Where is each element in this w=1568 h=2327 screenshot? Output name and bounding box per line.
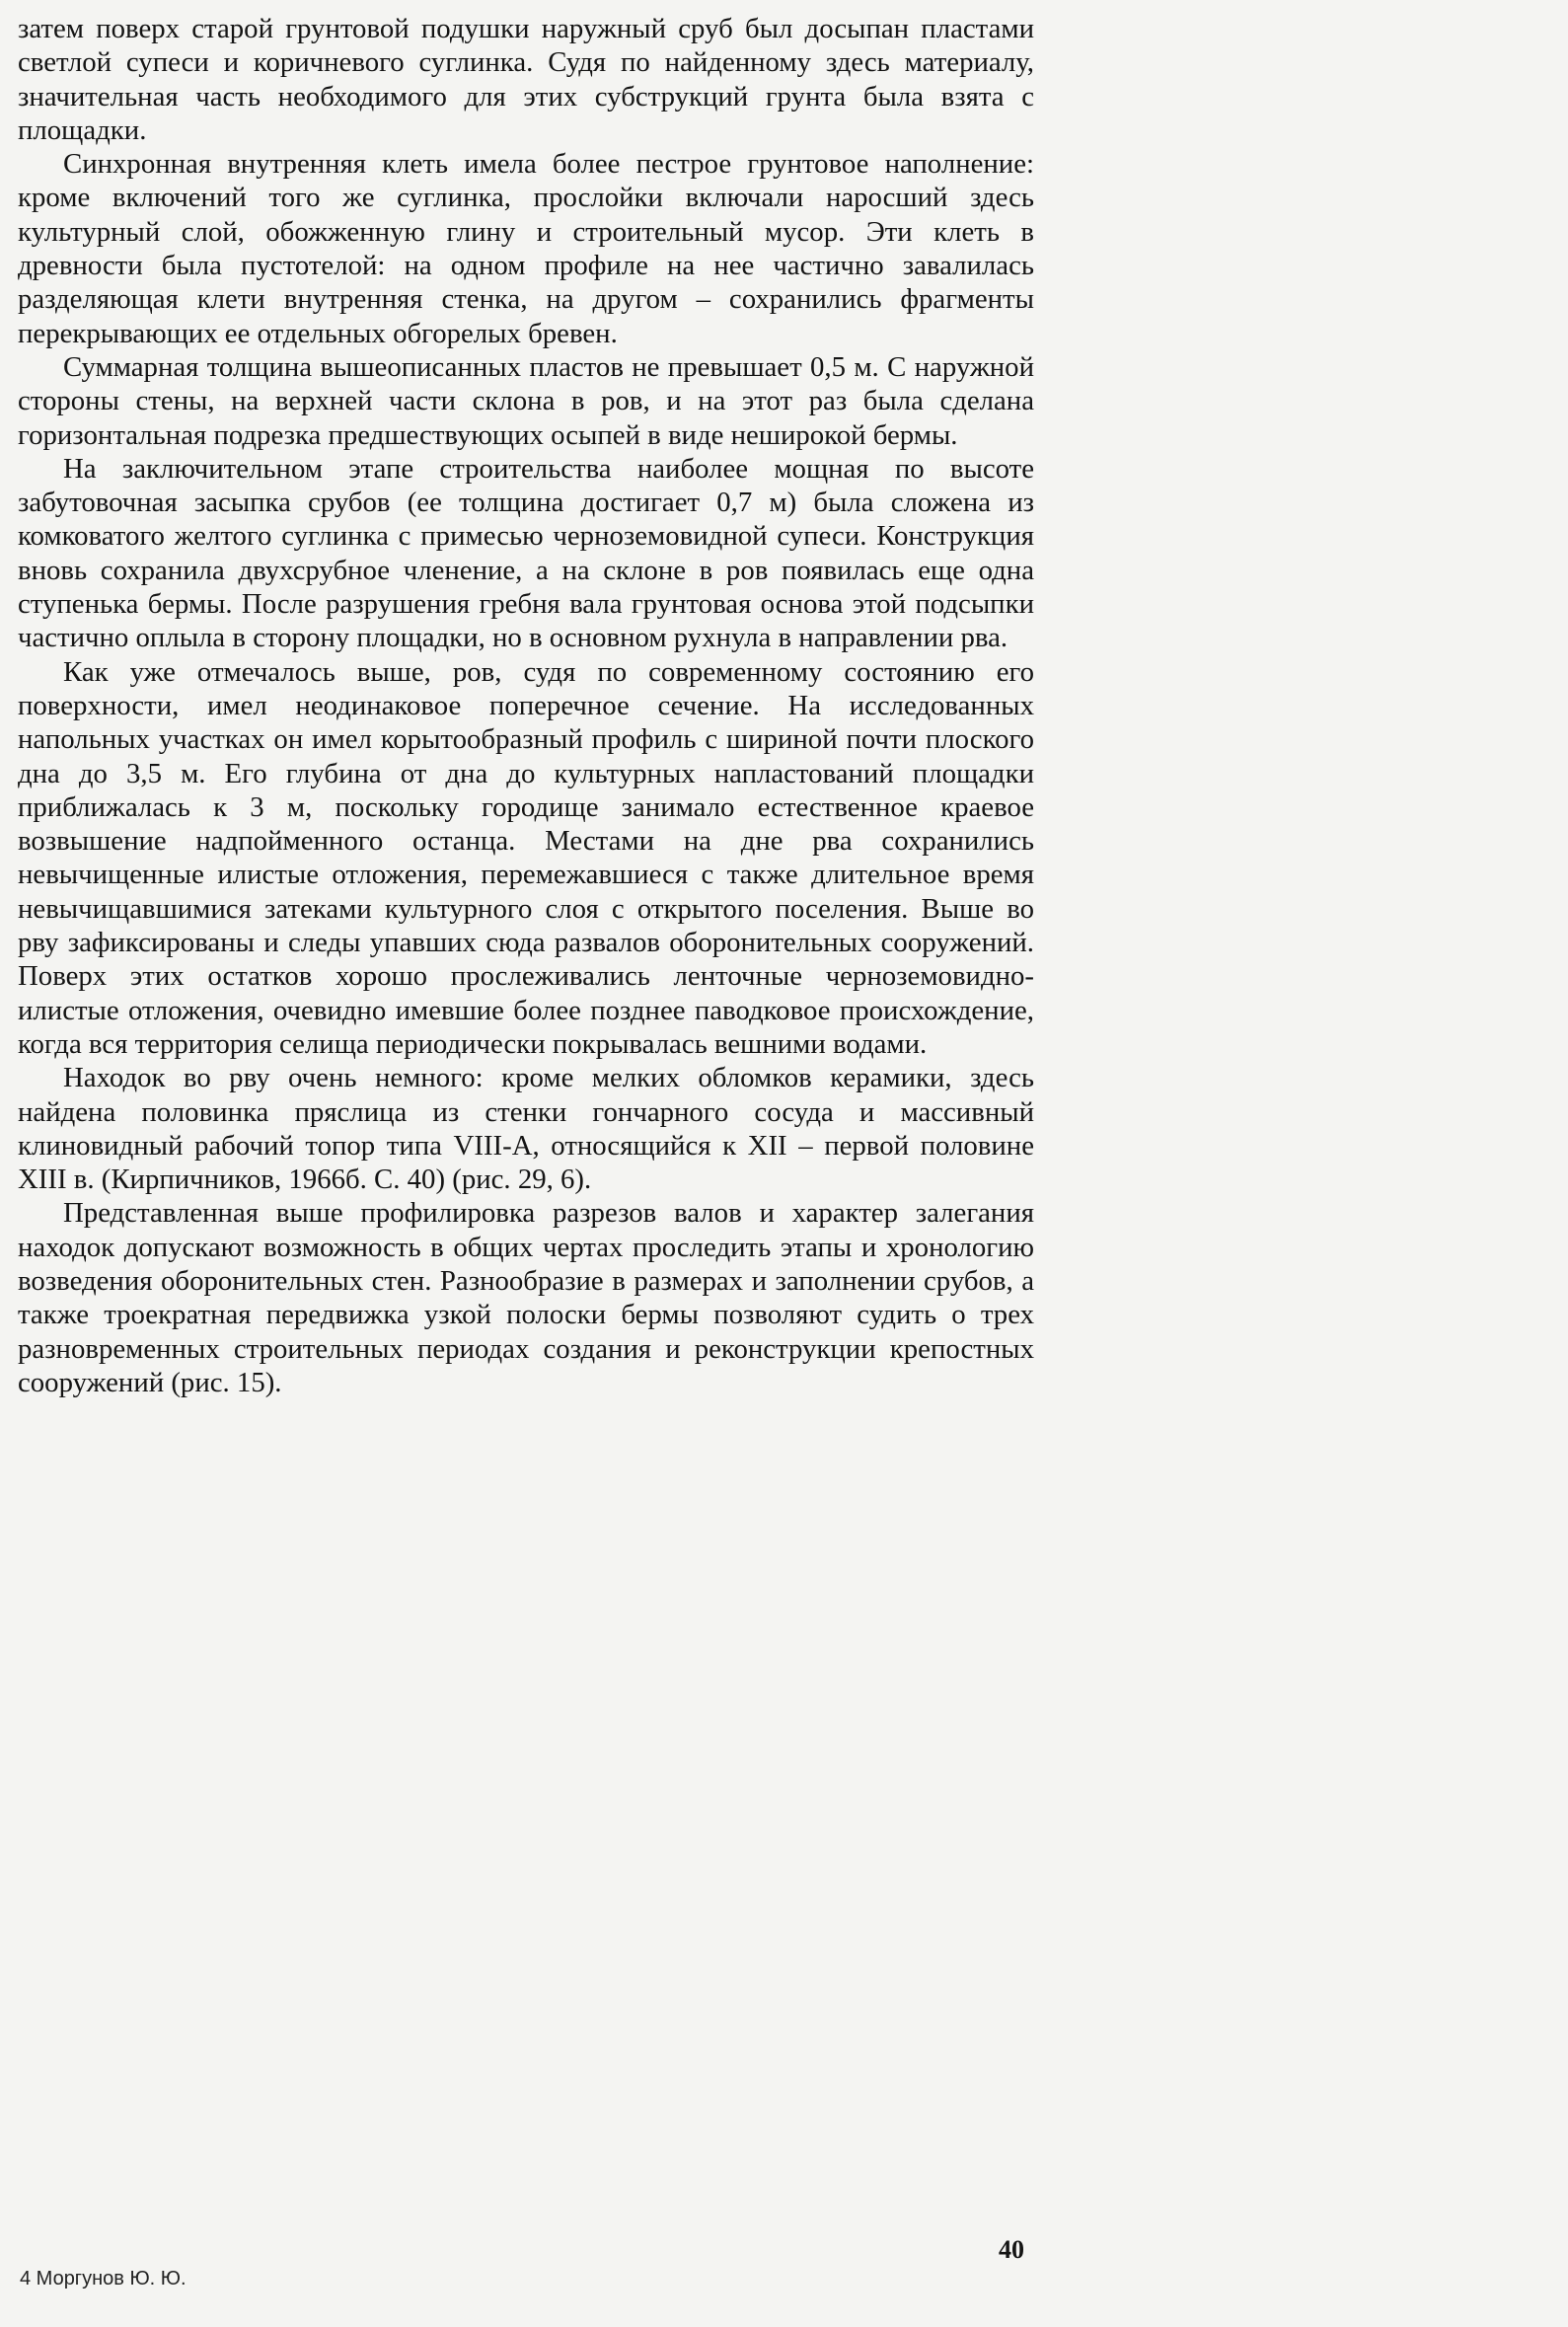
body-text <box>18 12 1034 1399</box>
paragraph: Как уже отмечалось выше, ров, судя по современному состоянию его поверхности, имел неодинаковое поперечное сечение. На исследованных напольных участках он имел корытообразный профиль с шириной почти плоского дна до 3,5 м. Его глубина от дна до культурных напластований площадки приближалась к 3 м, поскольку городище занимало естественное краевое возвышение надпойменного останца. Местами на дне рва сохранились невычищенные илистые отложения, перемежавшиеся с также длительное время невычищавшимися затеками культурного слоя с открытого поселения. Выше во рву зафиксированы и следы упавших сюда развалов оборонительных сооружений. Поверх этих остатков хорошо прослеживались ленточные черноземовидно-илистые отложения, очевидно имевшие более позднее паводковое происхождение, когда вся территория селища периодически покрывалась вешними водами. <box>18 655 1034 1060</box>
paragraph: затем поверх старой грунтовой подушки наружный сруб был досыпан пластами светлой супеси и коричневого суглинка. Судя по найденному здесь материалу, значительная часть необходимого для этих субструкций грунта была взята с площадки. <box>18 13 1034 146</box>
paragraph: Суммарная толщина вышеописанных пластов не превышает 0,5 м. С наружной стороны стены, на верхней части склона в ров, и на этот раз была сделана горизонтальная подрезка предшествующих осыпей в виде неширокой бермы. <box>18 350 1034 451</box>
paragraph: Синхронная внутренняя клеть имела более пестрое грунтовое наполнение: кроме включений того же суглинка, прослойки включали наросший здесь культурный слой, обожженную глину и строительный мусор. Эти клеть в древности была пустотелой: на одном профиле на нее частично завалилась разделяющая клети внутренняя стенка, на другом – сохранились фрагменты перекрывающих ее отдельных обгорелых бревен. <box>18 148 1034 349</box>
footer-signature: 4 Моргунов Ю. Ю. <box>20 2268 187 2289</box>
paragraph: Находок во рву очень немного: кроме мелких обломков керамики, здесь найдена половинка пряслица из стенки гончарного сосуда и массивный клиновидный рабочий топор типа VIII-А, относящийся к XII – первой половине XIII в. (Кирпичников, 1966б. С. 40) (рис. 29, 6). <box>18 1062 1034 1196</box>
paragraph: На заключительном этапе строительства наиболее мощная по высоте забутовочная засыпка срубов (ее толщина достигает 0,7 м) была сложена из комковатого желтого суглинка с примесью черноземовидной супеси. Конструкция вновь сохранила двухсрубное членение, а на склоне в ров появилась еще одна ступенька бермы. После разрушения гребня вала грунтовая основа этой подсыпки частично оплыла в сторону площадки, но в основном рухнула в направлении рва. <box>18 452 1034 654</box>
paragraph: Представленная выше профилировка разрезов валов и характер залегания находок допускают возможность в общих чертах проследить этапы и хронологию возведения оборонительных стен. Разнообразие в размерах и заполнении срубов, а также троекратная передвижка узкой полоски бермы позволяют судить о трех разновременных строительных периодах создания и реконструкции крепостных сооружений (рис. 15). <box>18 1197 1034 1398</box>
page-number: 40 <box>999 2235 1024 2264</box>
